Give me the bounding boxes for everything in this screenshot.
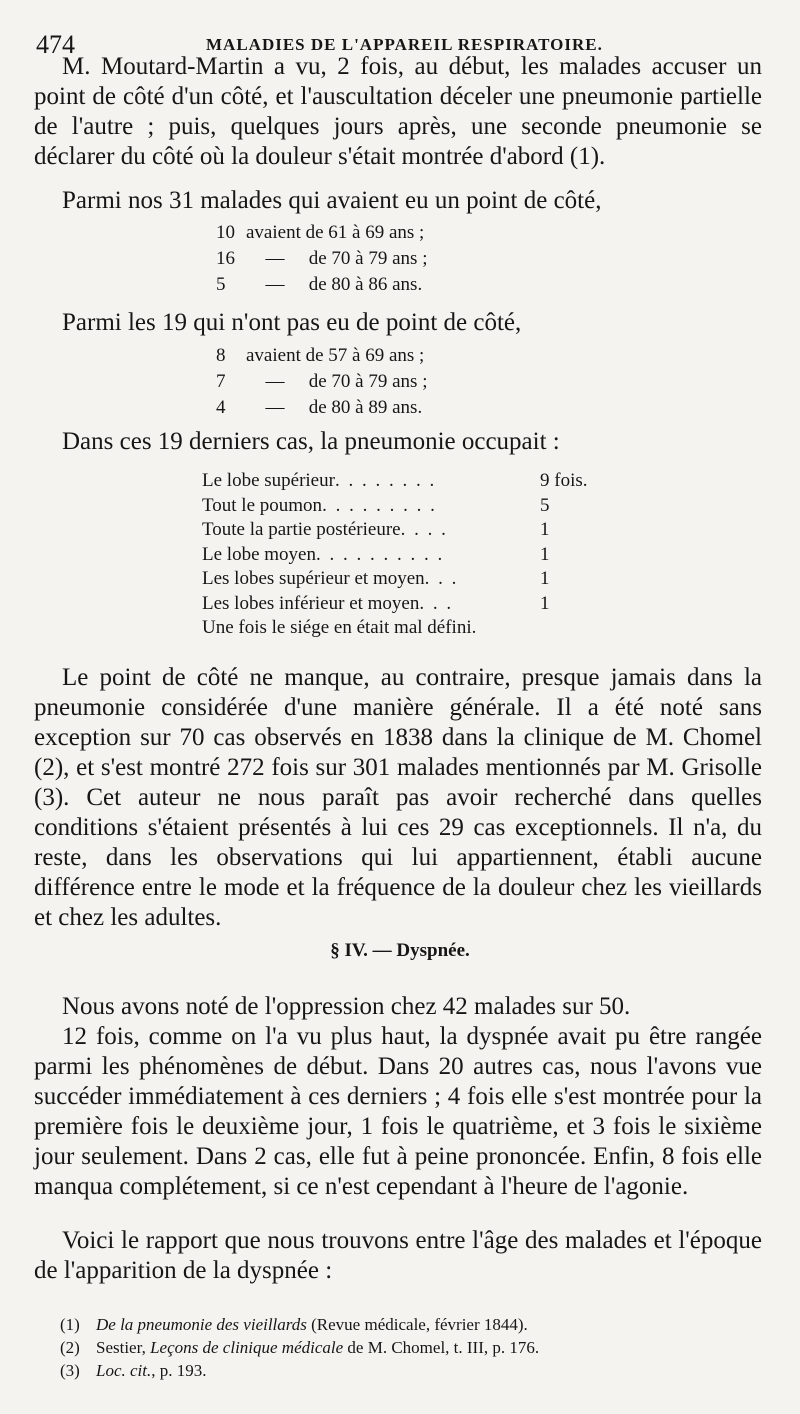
table-row: Toute la partie postérieure. . . . 1 [202,519,550,540]
list-item: 7 — de 70 à 79 ans ; [216,371,428,392]
list-item: 5 — de 80 à 86 ans. [216,274,423,295]
paragraph-moutard-martin: M. Moutard-Martin a vu, 2 fois, au début, les malades accuser un point de côté d'un côté, et l'auscultation déceler une pneumonie partielle de l'autre ; puis, quelques jours après, une seconde pneumonie se déclarer du côté où la douleur s'était montrée d'abord (1). [34,53,762,170]
age-list-with-point [216,222,427,300]
running-title: MALADIES DE L'APPAREIL RESPIRATOIRE. [206,35,603,54]
list-item: 16 — de 70 à 79 ans ; [216,248,428,269]
footnotes [60,1313,760,1382]
lobe-table [202,470,588,642]
table-row: Les lobes inférieur et moyen. . . 1 [202,592,550,614]
table-row: Les lobes supérieur et moyen. . . 1 [202,568,550,589]
table-row: Tout le poumon. . . . . . . . . 5 [202,494,550,516]
paragraph-point-de-cote-general: Le point de côté ne manque, au contraire, presque jamais dans la pneumonie considérée d'une manière générale. Il a été noté sans exception sur 70 cas observés en 1838 dans la clinique de M. Chomel (2), et s'est montré 272 fois sur 301 malades mentionnés par M. Grisolle (3). Cet auteur ne nous paraît pas avoir recherché dans quelles conditions s'étaient présentés à lui ces 29 cas exceptionnels. Il n'a, du reste, dans les observations qui lui appartiennent, établi aucune différence entre le mode et la fréquence de la douleur chez les vieillards et chez les adultes. [34,664,762,931]
page-number: 474 [36,30,75,59]
footnote-2: (2) Sestier, Leçons de clinique médicale de M. Chomel, t. III, p. 176. [60,1338,540,1357]
footnote-1: (1) De la pneumonie des vieillards (Revue médicale, février 1844). [60,1315,528,1334]
paragraph-dyspnee-debut: 12 fois, comme on l'a vu plus haut, la dyspnée avait pu être rangée parmi les phénomènes de début. Dans 20 autres cas, nous l'avons vue succéder immédiatement à ces derniers ; 4 fois elle s'est montrée pour la première fois le deuxième jour, 1 fois le quatrième, et 3 fois le sixième jour seulement. Dans 2 cas, elle fut à peine prononcée. Enfin, 8 fois elle manqua complétement, si ce n'est cependant à l'heure de l'agonie. [34,1023,762,1200]
paragraph-point-de-cote: Parmi nos 31 malades qui avaient eu un point de côté, [62,187,602,214]
list-item: 10 avaient de 61 à 69 ans ; [216,222,425,243]
section-heading: § IV. — Dyspnée. [330,940,470,961]
age-list-without-point [216,345,427,423]
paragraph-sans-point-de-cote: Parmi les 19 qui n'ont pas eu de point de côté, [62,309,522,336]
paragraph-derniers-cas: Dans ces 19 derniers cas, la pneumonie occupait : [62,428,560,455]
footnote-3: (3) Loc. cit., p. 193. [60,1361,207,1380]
list-item: 4 — de 80 à 89 ans. [216,397,423,418]
paragraph-oppression: Nous avons noté de l'oppression chez 42 malades sur 50. [62,993,631,1020]
paragraph-rapport-age: Voici le rapport que nous trouvons entre l'âge des malades et l'époque de l'apparition de la dyspnée : [34,1227,762,1284]
table-row: Le lobe moyen. . . . . . . . . . 1 [202,543,550,565]
table-row: Le lobe supérieur. . . . . . . . 9 fois. [202,470,588,491]
list-item: 8 avaient de 57 à 69 ans ; [216,345,425,366]
table-row: Une fois le siége en était mal défini. [202,617,477,638]
